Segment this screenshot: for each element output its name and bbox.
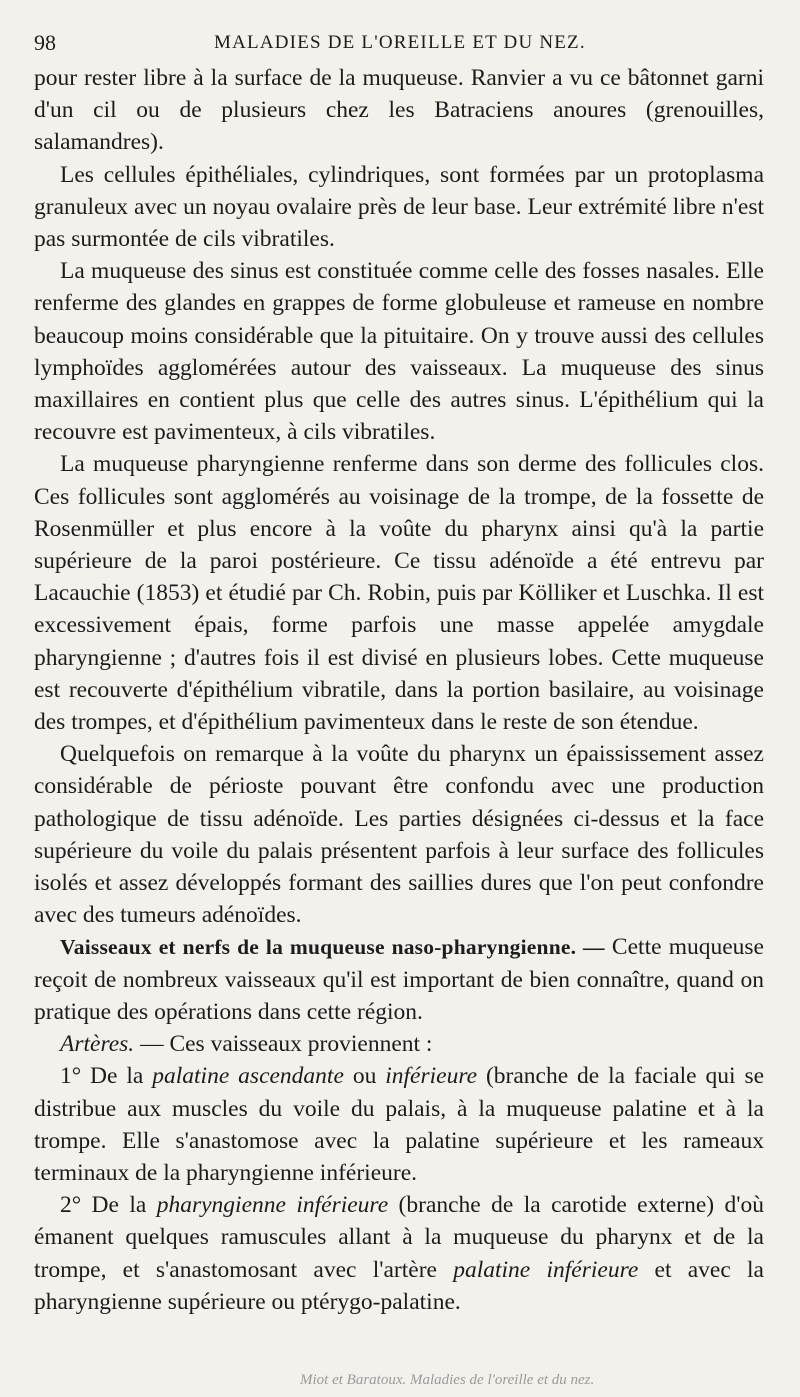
item1-term1: palatine ascendante [152,1063,344,1090]
arteries-intro: — Ces vaisseaux proviennent : [134,1031,433,1058]
item2-term2: palatine inférieure [453,1256,639,1283]
item2-text2: et avec la pharyngienne supérieure ou ptérygo-palatine. [34,1256,764,1315]
page-number: 98 [34,30,56,55]
list-item-2 [34,1189,764,1318]
item1-text: (branche de la faciale qui se distribue aux muscles du voile du palais, à la muqueuse palatine et à la trompe. Elle s'anastomose avec la palatine supérieure et les rameaux terminaux de la pharyngienne inférieure. [34,1063,765,1186]
paragraph-2: Les cellules épithéliales, cylindriques, sont formées par un protoplasma granuleux avec un noyau ovalaire près de leur base. Leur extrémité libre n'est pas surmontée de cils vibratiles. [34,161,764,253]
paragraph-1: pour rester libre à la surface de la muqueuse. Ranvier a vu ce bâtonnet garni d'un cil ou de plusieurs chez les Batraciens anoures (grenouilles, salamandres). [34,65,764,156]
body-text [34,62,764,1318]
section-heading: Vaisseaux et nerfs de la muqueuse naso-pharyngienne. — [60,935,605,960]
running-header [34,30,766,60]
item1-number: 1° De la [60,1063,153,1090]
section-text: Cette muqueuse reçoit de nombreux vaisseaux qu'il est important de bien connaître, quand on pratique des opérations dans cette région. [34,934,764,1025]
paragraph-4: La muqueuse pharyngienne renferme dans son derme des follicules clos. Ces follicules sont agglomérés au voisinage de la trompe, de la fossette de Rosenmüller et plus encore à la voûte du pharynx ainsi qu'à la partie supérieure de la paroi postérieure. Ce tissu adénoïde a été entrevu par Lacauchie (1853) et étudié par Ch. Robin, puis par Kölliker et Luschka. Il est excessivement épais, forme parfois une masse appelée amygdale pharyngienne ; d'autres fois il est divisé en plusieurs lobes. Cette muqueuse est recouverte d'épithélium vibratile, dans la portion basilaire, au voisinage des trompes, et d'épithélium pavimenteux dans le reste de son étendue. [34,451,764,736]
header-title: MALADIES DE L'OREILLE ET DU NEZ. [214,32,586,53]
list-item-1 [34,1060,764,1189]
paragraph-5: Quelquefois on remarque à la voûte du pharynx un épaississement assez considérable de périoste pouvant être confondu avec une production pathologique de tissu adénoïde. Les parties désignées ci-dessus et la face supérieure du voile du palais présentent parfois à leur surface des follicules isolés et assez développés formant des saillies dures que l'on peut confondre avec des tumeurs adénoïdes. [34,741,764,929]
arteries-label: Artères. [60,1031,135,1058]
arteries-paragraph [34,1028,764,1060]
item2-term1: pharyngienne inférieure [156,1192,389,1219]
item2-text1: (branche de la carotide externe) d'où émanent quelques ramuscules allant à la muqueuse du pharynx et de la trompe, et s'anastomosant avec l'artère [34,1192,765,1283]
section-paragraph [34,931,764,1028]
paragraph-3: La muqueuse des sinus est constituée comme celle des fosses nasales. Elle renferme des glandes en grappes de forme globuleuse et rameuse en nombre beaucoup moins considérable que la pituitaire. On y trouve aussi des cellules lymphoïdes agglomérées autour des vaisseaux. La muqueuse des sinus maxillaires en contient plus que celle des autres sinus. L'épithélium qui la recouvre est pavimenteux, à cils vibratiles. [34,258,764,446]
item2-number: 2° De la [60,1192,157,1219]
footer-bleedthrough: Miot et Baratoux. Maladies de l'oreille et du nez. [300,1372,595,1388]
item1-term2: inférieure [385,1063,478,1090]
item1-or: ou [343,1063,386,1090]
